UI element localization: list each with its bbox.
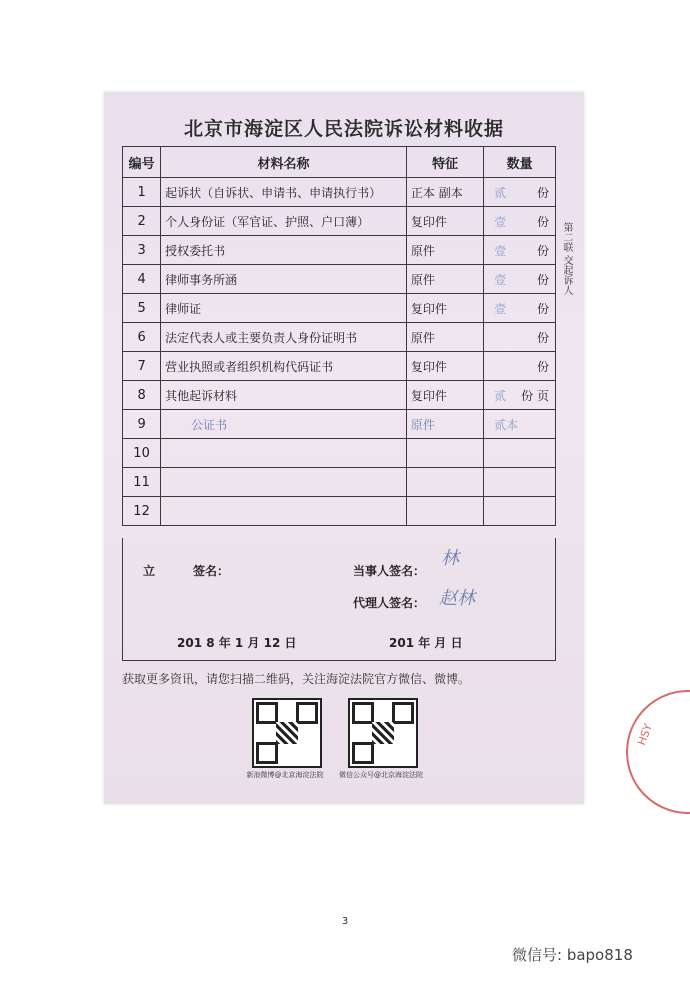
row-feature: 复印件 <box>406 294 483 323</box>
table-header-row <box>123 147 556 178</box>
row-no: 1 <box>123 178 161 207</box>
row-unit: 份 <box>536 272 549 287</box>
row-feature: 复印件 <box>406 381 483 410</box>
row-qty <box>484 410 556 439</box>
table-row <box>123 207 556 236</box>
row-material-name: 授权委托书 <box>161 236 407 265</box>
row-feature <box>406 497 483 526</box>
row-feature: 原件 <box>406 410 483 439</box>
row-feature: 复印件 <box>406 207 483 236</box>
table-row <box>123 265 556 294</box>
wechat-qr-code[interactable] <box>348 698 418 768</box>
page-number: 3 <box>341 916 349 927</box>
row-no: 4 <box>123 265 161 294</box>
row-unit: 份 <box>536 214 549 229</box>
row-material-name: 起诉状（自诉状、申请书、申请执行书） <box>161 178 407 207</box>
wechat-qr-caption: 微信公众号@北京海淀法院 <box>339 771 423 779</box>
row-qty-handwritten: 壹 <box>494 215 507 229</box>
agent-signature: 赵林 <box>439 588 475 609</box>
row-qty <box>484 265 556 294</box>
header-feature: 特征 <box>406 147 483 178</box>
party-sign-label: 当事人签名： <box>353 564 426 578</box>
row-qty <box>484 439 556 468</box>
row-unit: 份 <box>536 359 549 374</box>
row-feature <box>406 468 483 497</box>
date-right: 201 年 月 日 <box>389 636 463 650</box>
row-qty <box>484 468 556 497</box>
receipt-sheet <box>104 92 584 804</box>
wechat-watermark: 微信号: bapo818 <box>512 946 633 964</box>
row-material-name: 营业执照或者组织机构代码证书 <box>161 352 407 381</box>
row-feature: 原件 <box>406 236 483 265</box>
header-no: 编号 <box>123 147 161 178</box>
row-qty <box>484 207 556 236</box>
qr-notice: 获取更多资讯，请您扫描二维码，关注海淀法院官方微信、微博。 <box>122 672 471 686</box>
signature-area <box>122 538 556 661</box>
header-qty: 数量 <box>484 147 556 178</box>
row-material-name <box>161 497 407 526</box>
agent-sign-label: 代理人签名： <box>353 596 426 610</box>
table-row <box>123 497 556 526</box>
row-qty <box>484 352 556 381</box>
row-qty <box>484 236 556 265</box>
row-feature: 正本 副本 <box>406 178 483 207</box>
row-material-name: 个人身份证（军官证、护照、户口薄） <box>161 207 407 236</box>
table-row <box>123 439 556 468</box>
row-material-name: 其他起诉材料 <box>161 381 407 410</box>
row-feature: 原件 <box>406 323 483 352</box>
table-row <box>123 294 556 323</box>
row-no: 9 <box>123 410 161 439</box>
row-qty-handwritten: 贰 <box>494 186 507 200</box>
receiver-label: 立 <box>143 564 156 578</box>
table-row <box>123 410 556 439</box>
table-row <box>123 381 556 410</box>
row-material-name <box>161 439 407 468</box>
row-no: 7 <box>123 352 161 381</box>
row-feature: 复印件 <box>406 352 483 381</box>
row-no: 10 <box>123 439 161 468</box>
row-qty-handwritten: 贰 <box>494 389 507 403</box>
materials-table <box>122 146 556 526</box>
stamp-text: HSY <box>635 721 655 748</box>
row-qty-handwritten: 壹 <box>494 273 507 287</box>
row-qty-handwritten: 壹 <box>494 302 507 316</box>
weibo-qr-code[interactable] <box>252 698 322 768</box>
row-material-name <box>161 468 407 497</box>
row-no: 2 <box>123 207 161 236</box>
row-no: 12 <box>123 497 161 526</box>
date-left: 201 8 年 1 月 12 日 <box>177 636 297 650</box>
table-row <box>123 323 556 352</box>
row-feature: 原件 <box>406 265 483 294</box>
row-unit: 份 <box>536 330 549 345</box>
row-unit: 份 <box>536 301 549 316</box>
row-no: 3 <box>123 236 161 265</box>
row-qty <box>484 323 556 352</box>
row-feature <box>406 439 483 468</box>
row-qty <box>484 497 556 526</box>
row-material-name: 法定代表人或主要负责人身份证明书 <box>161 323 407 352</box>
sign-label: 签名： <box>193 564 230 578</box>
header-name: 材料名称 <box>161 147 407 178</box>
row-unit: 份 页 <box>521 388 549 403</box>
row-qty <box>484 178 556 207</box>
row-no: 8 <box>123 381 161 410</box>
row-unit: 份 <box>536 243 549 258</box>
row-qty <box>484 381 556 410</box>
row-unit: 份 <box>536 185 549 200</box>
page-title: 北京市海淀区人民法院诉讼材料收据 <box>183 118 504 140</box>
row-material-name: 律师证 <box>161 294 407 323</box>
row-no: 5 <box>123 294 161 323</box>
table-row <box>123 468 556 497</box>
party-signature: 林 <box>441 548 459 569</box>
court-stamp <box>626 690 690 814</box>
row-material-name: 公证书 <box>161 410 407 439</box>
row-no: 6 <box>123 323 161 352</box>
table-row <box>123 178 556 207</box>
row-qty <box>484 294 556 323</box>
weibo-qr-caption: 新浪微博@北京海淀法院 <box>246 771 324 779</box>
row-qty-handwritten: 贰本 <box>494 418 519 432</box>
row-qty-handwritten: 壹 <box>494 244 507 258</box>
table-row <box>123 352 556 381</box>
copy-side-label: 第二联 交起诉人 <box>561 222 572 296</box>
table-row <box>123 236 556 265</box>
row-material-name: 律师事务所涵 <box>161 265 407 294</box>
row-no: 11 <box>123 468 161 497</box>
